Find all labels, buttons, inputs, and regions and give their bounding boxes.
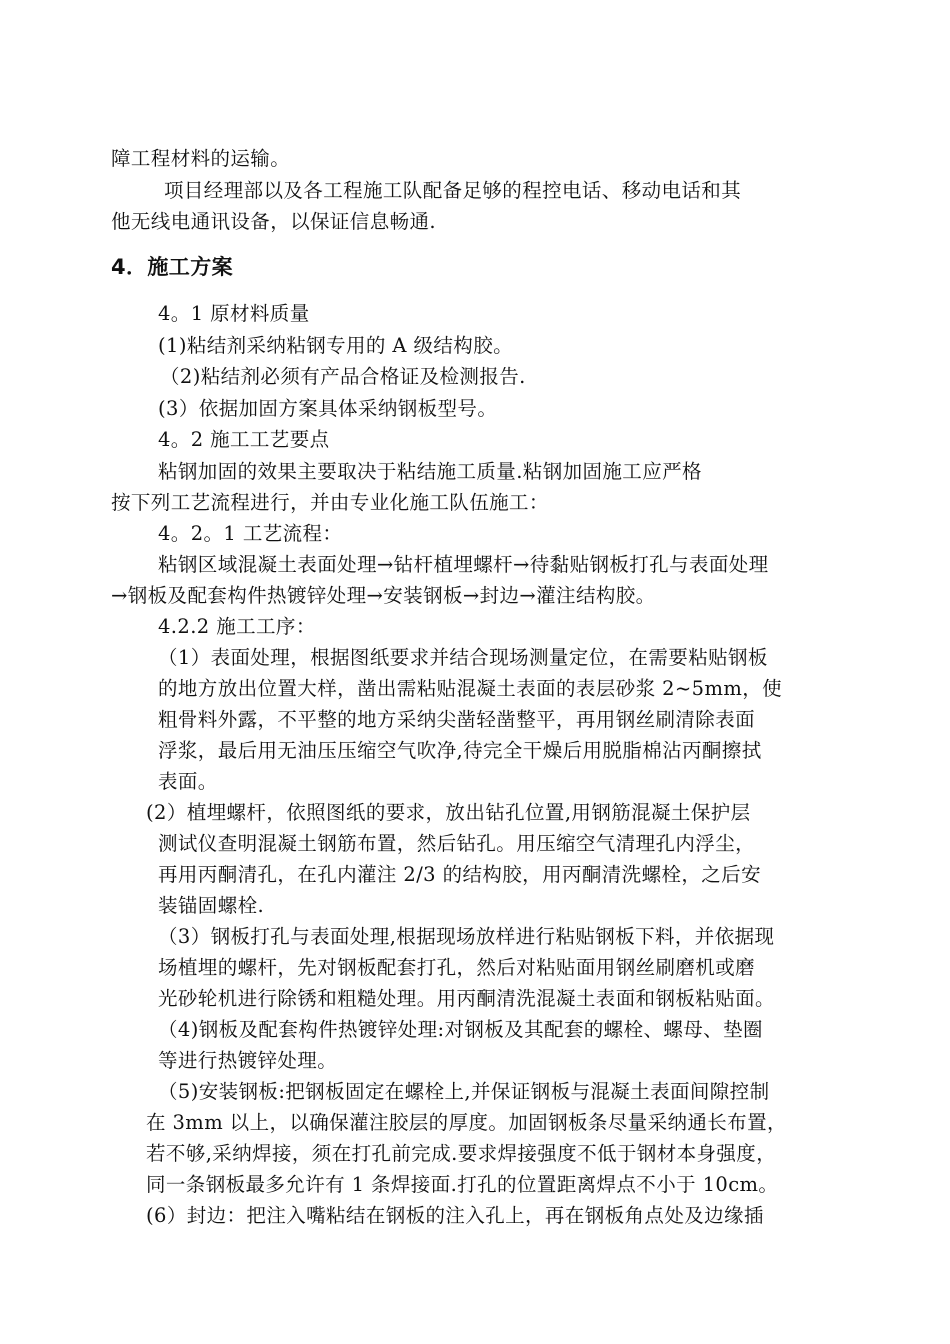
text-line: 光砂轮机进行除锈和粗糙处理。用丙酮清洗混凝土表面和钢板粘贴面。 xyxy=(158,987,775,1010)
text-line: （5)安装钢板:把钢板固定在螺栓上,并保证钢板与混凝土表面间隙控制 xyxy=(158,1080,770,1103)
text-line: 在 3mm 以上，以确保灌注胶层的厚度。加固钢板条尽量采纳通长布置， xyxy=(146,1111,787,1134)
subsection-heading: 4。2。1 工艺流程： xyxy=(158,522,343,545)
text-line: （1）表面处理，根据图纸要求并结合现场测量定位，在需要粘贴钢板 xyxy=(158,646,768,669)
text-line: 浮浆，最后用无油压压缩空气吹净,待完全干燥后用脱脂棉沾丙酮擦拭 xyxy=(158,739,762,762)
section-heading: 4．施工方案 xyxy=(111,255,234,279)
text-line: 障工程材料的运输。 xyxy=(111,147,291,170)
text-line: （2)粘结剂必须有产品合格证及检测报告. xyxy=(160,365,526,388)
subsection-heading: 4.2.2 施工工序： xyxy=(158,615,316,638)
text-line: 粘钢区域混凝土表面处理→钻杆植埋螺杆→待黏贴钢板打孔与表面处理 xyxy=(158,553,769,576)
text-line: 测试仪查明混凝土钢筋布置，然后钻孔。用压缩空气清理孔内浮尘， xyxy=(158,832,756,855)
text-line: 按下列工艺流程进行，并由专业化施工队伍施工： xyxy=(111,491,549,514)
text-line: 粘钢加固的效果主要取决于粘结施工质量.粘钢加固施工应严格 xyxy=(158,460,702,483)
text-line: 粗骨料外露，不平整的地方采纳尖凿轻凿整平，再用钢丝刷清除表面 xyxy=(158,708,756,731)
text-line: 装锚固螺栓. xyxy=(158,894,265,917)
text-line: 场植埋的螺杆，先对钢板配套打孔，然后对粘贴面用钢丝刷磨机或磨 xyxy=(158,956,756,979)
text-line: 再用丙酮清孔，在孔内灌注 2/3 的结构胶，用丙酮清洗螺栓，之后安 xyxy=(158,863,761,886)
text-line: (2）植埋螺杆，依照图纸的要求，放出钻孔位置,用钢筋混凝土保护层 xyxy=(146,801,751,824)
subsection-heading: 4。2 施工工艺要点 xyxy=(158,428,330,451)
text-line: 同一条钢板最多允许有 1 条焊接面.打孔的位置距离焊点不小于 10cm。 xyxy=(146,1173,779,1196)
text-line: （4)钢板及配套构件热镀锌处理:对钢板及其配套的螺栓、螺母、垫圈 xyxy=(158,1018,763,1041)
text-line: 项目经理部以及各工程施工队配备足够的程控电话、移动电话和其 xyxy=(164,179,742,202)
text-line: (1)粘结剂采纳粘钢专用的 A 级结构胶。 xyxy=(158,334,514,357)
text-line: (6）封边：把注入嘴粘结在钢板的注入孔上，再在钢板角点处及边缘插 xyxy=(146,1204,764,1227)
text-line: →钢板及配套构件热镀锌处理→安装钢板→封边→灌注结构胶。 xyxy=(111,584,656,607)
text-line: 若不够,采纳焊接，须在打孔前完成.要求焊接强度不低于钢材本身强度， xyxy=(146,1142,777,1165)
subsection-heading: 4。1 原材料质量 xyxy=(158,302,310,325)
text-line: 等进行热镀锌处理。 xyxy=(158,1049,338,1072)
text-line: (3）依据加固方案具体采纳钢板型号。 xyxy=(158,397,498,420)
text-line: 的地方放出位置大样，凿出需粘贴混凝土表面的表层砂浆 2~5mm，使 xyxy=(158,677,783,700)
text-line: 他无线电通讯设备，以保证信息畅通. xyxy=(111,210,436,233)
text-line: 表面。 xyxy=(158,770,218,793)
text-line: （3）钢板打孔与表面处理,根据现场放样进行粘贴钢板下料，并依据现 xyxy=(158,925,775,948)
